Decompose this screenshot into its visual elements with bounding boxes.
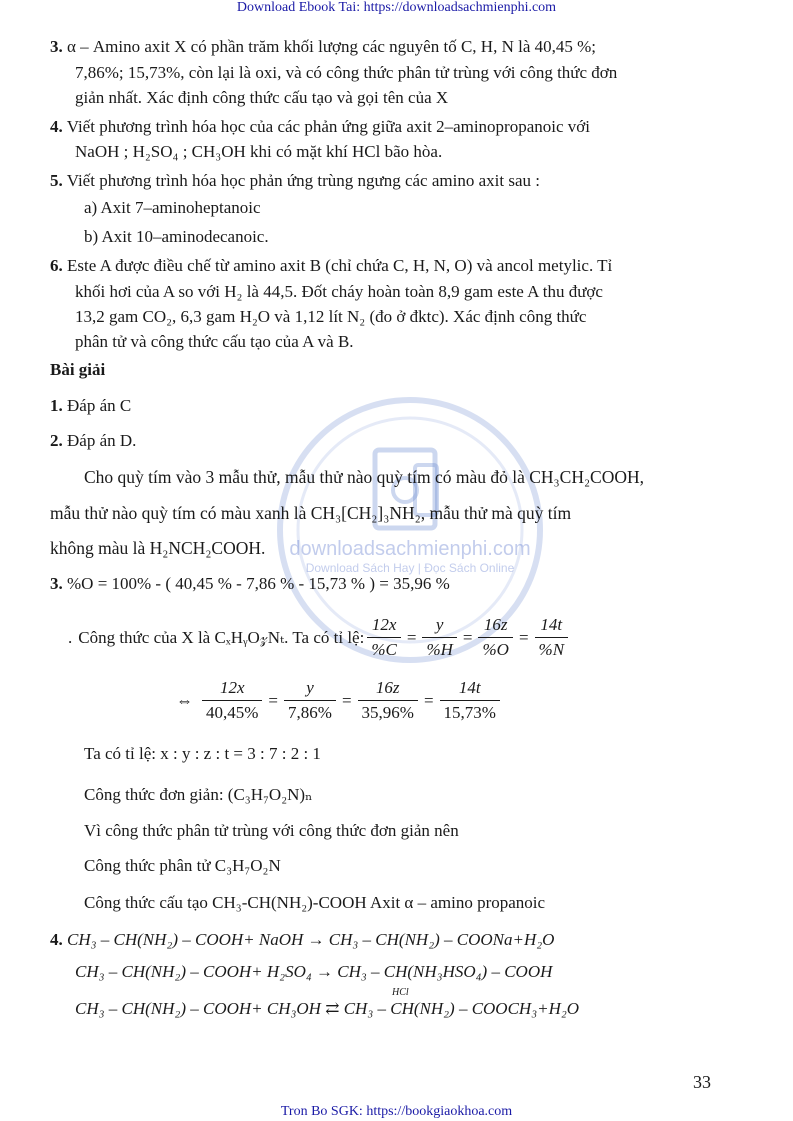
answer-2-para1: Cho quỳ tím vào 3 mẫu thử, mẫu thử nào quỳ tím có màu đỏ là CH₃CH₂COOH, [84, 467, 645, 487]
answer-3: 3. %O = 100% - ( 40,45 % - 7,86 % - 15,73 % ) = 35,96 % [50, 574, 450, 593]
answer-2-para2: mẫu thử nào quỳ tím có màu xanh là CH₃[CH₂]₃NH₂, mẫu thử mà quỳ tím [50, 503, 572, 523]
question-3-line3: giản nhất. Xác định công thức cấu tạo và gọi tên của X [75, 88, 449, 107]
fraction-12x-pc: $\frac{12x}{\%C}$ [367, 614, 401, 661]
question-4-line2: NaOH ; H₂SO₄ ; CH₃OH khi có mặt khí HCl bão hòa. [75, 142, 443, 161]
question-3-line2: 7,86%; 15,73%, còn lại là oxi, và có công thức phân tử trùng với công thức đơn [75, 63, 618, 82]
answer-2: 2. Đáp án D. [50, 431, 137, 450]
fraction-14t-pn: $\frac{14t}{\%N}$ [535, 614, 569, 661]
because-line: Vì công thức phân tử trùng với công thức đơn giản nên [84, 821, 459, 840]
question-3: 3. α – Amino axit X có phần trăm khối lượng các nguyên tố C, H, N là 40,45 %; [50, 37, 596, 56]
fraction-16z-po: $\frac{16z}{\%O}$ [478, 614, 512, 661]
reaction-3: CH₃ – CH(NH₂) – COOH+ CH₃OH ⇄ CH₃ – CH(NH₂) – COOCH₃+H₂O [75, 999, 580, 1018]
page-header-link[interactable]: Download Ebook Tai: https://downloadsachmienphi.com [236, 0, 557, 15]
watermark-text: downloadsachmienphi.com Download Sách Hay | Đọc Sách Online [289, 538, 531, 575]
question-5-b: b) Axit 10–aminodecanoic. [84, 227, 269, 246]
answer-1: 1. Đáp án C [50, 396, 132, 415]
ratio-result: Ta có tỉ lệ: x : y : z : t = 3 : 7 : 2 : 1 [84, 744, 321, 763]
question-4: 4. Viết phương trình hóa học của các phản ứng giữa axit 2–aminopropanoic với [50, 117, 590, 136]
question-6: 6. Este A được điều chế từ amino axit B (chỉ chứa C, H, N, O) và ancol metylic. Tỉ [50, 256, 613, 275]
question-5-a: a) Axit 7–aminoheptanoic [84, 198, 261, 217]
question-6-line2: khối hơi của A so với H₂ là 44,5. Đốt cháy hoàn toàn 8,9 gam este A thu được [75, 282, 603, 301]
molecular-formula: Công thức phân tử C₃H₇O₂N [84, 856, 281, 875]
formula-intro-row: . Công thức của X là CₓHᵧO𝓏Nₜ. Ta có tỉ lệ: $\frac{12x}{\%C}$ = $\frac{y}{\%H}$ = $\frac{16z}{\%O}$ = $\frac{14t}{\%N}$ [68, 610, 571, 665]
question-5: 5. Viết phương trình hóa học phản ứng trùng ngưng các amino axit sau : [50, 171, 540, 190]
ratio-equation: ⇔ $\frac{12x}{40,45\%}$ = $\frac{y}{7,86\%}$ = $\frac{16z}{35,96\%}$ = $\frac{14t}{15,73\%}$ [176, 673, 503, 728]
reaction-1: 4. CH₃ – CH(NH₂) – COOH+ NaOH → CH₃ – CH(NH₂) – COONa+H₂O [50, 930, 555, 949]
answer-2-para3: không màu là H₂NCH₂COOH. [50, 538, 266, 558]
reaction-2: CH₃ – CH(NH₂) – COOH+ H₂SO₄ → CH₃ – CH(NH₃HSO₄) – COOH [75, 962, 553, 981]
structural-formula: Công thức cấu tạo CH₃-CH(NH₂)-COOH Axit α – amino propanoic [84, 893, 546, 912]
catalyst-label: HCl [392, 987, 409, 998]
question-6-line3: 13,2 gam CO₂, 6,3 gam H₂O và 1,12 lít N₂ (đo ở đktc). Xác định công thức [75, 307, 587, 326]
fraction-y-ph: $\frac{y}{\%H}$ [422, 614, 456, 661]
page-number: 33 [693, 1072, 711, 1092]
simple-formula: Công thức đơn giản: (C₃H₇O₂N)ₙ [84, 785, 313, 804]
solution-title: Bài giải [50, 360, 106, 379]
page-footer-link[interactable]: Tron Bo SGK: https://bookgiaokhoa.com [280, 1104, 513, 1119]
question-6-line4: phân tử và công thức cấu tạo của A và B. [75, 332, 354, 351]
